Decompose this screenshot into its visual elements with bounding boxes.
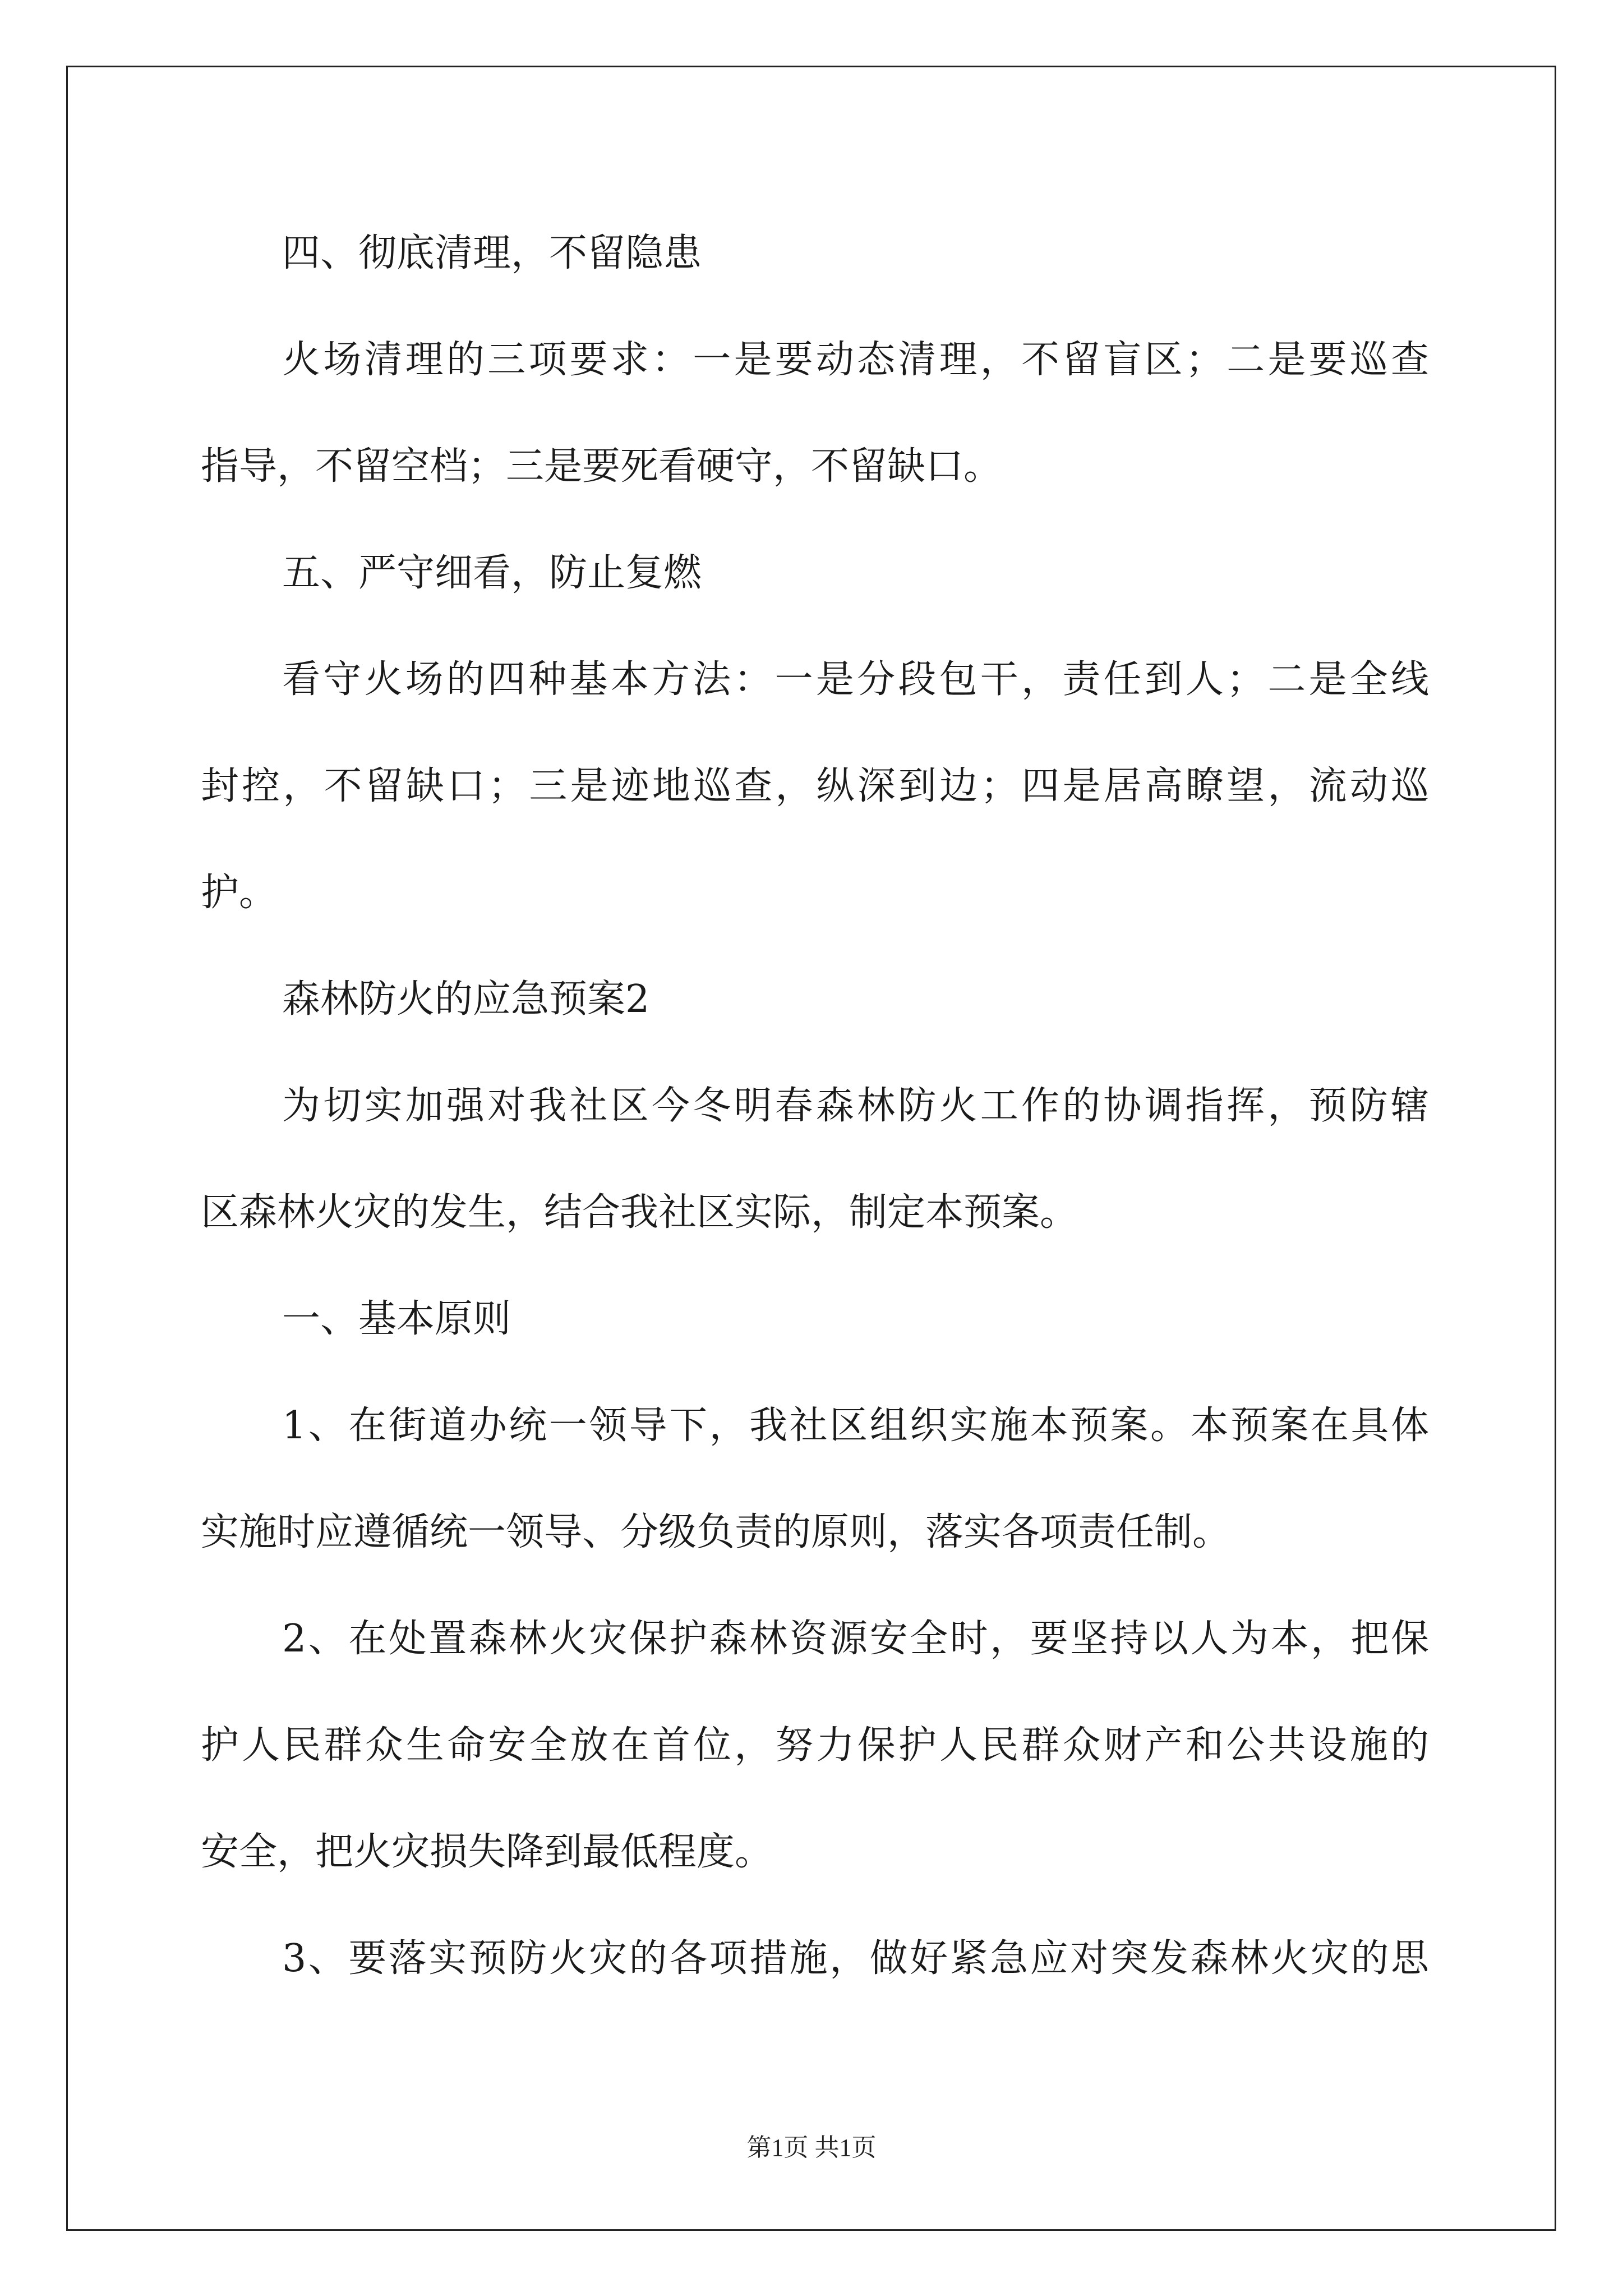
paragraph-line: 封控，不留缺口；三是迹地巡查，纵深到边；四是居高瞭望，流动巡 <box>201 764 1429 808</box>
paragraph-line: 看守火场的四种基本方法：一是分段包干，责任到人；二是全线 <box>282 657 1429 702</box>
paragraph-line: 护人民群众生命安全放在首位，努力保护人民群众财产和公共设施的 <box>201 1723 1429 1768</box>
paragraph-line: 安全，把火灾损失降到最低程度。 <box>201 1830 773 1874</box>
paragraph-line: 1、在街道办统一领导下，我社区组织实施本预案。本预案在具体 <box>282 1404 1429 1448</box>
page-footer: 第1页 共1页 <box>746 2134 877 2161</box>
paragraph-line: 2、在处置森林火灾保护森林资源安全时，要坚持以人为本，把保 <box>282 1617 1429 1661</box>
paragraph-line: 火场清理的三项要求：一是要动态清理，不留盲区；二是要巡查 <box>282 338 1429 382</box>
section-heading-4: 四、彻底清理，不留隐患 <box>282 231 702 275</box>
paragraph-line: 区森林火灾的发生，结合我社区实际，制定本预案。 <box>201 1190 1078 1235</box>
paragraph-line: 实施时应遵循统一领导、分级负责的原则，落实各项责任制。 <box>201 1510 1231 1554</box>
paragraph-line: 为切实加强对我社区今冬明春森林防火工作的协调指挥，预防辖 <box>282 1084 1429 1128</box>
section-heading-1: 一、基本原则 <box>282 1297 511 1341</box>
section-heading-5: 五、严守细看，防止复燃 <box>282 551 702 595</box>
paragraph-line: 指导，不留空档；三是要死看硬守，不留缺口。 <box>201 444 1002 489</box>
paragraph-line: 护。 <box>201 871 278 915</box>
paragraph-line: 3、要落实预防火灾的各项措施，做好紧急应对突发森林火灾的思 <box>282 1936 1429 1981</box>
document-title: 森林防火的应急预案2 <box>282 977 650 1022</box>
page-border <box>66 66 1556 2231</box>
